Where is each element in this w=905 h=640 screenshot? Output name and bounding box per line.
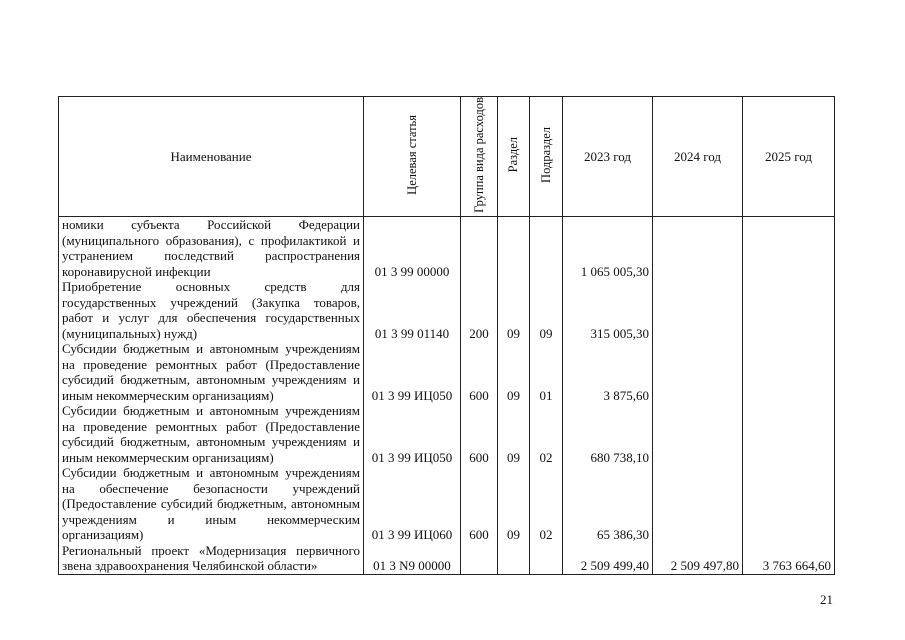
cell-subsection (530, 217, 563, 280)
cell-target: 01 3 99 ИЦ050 (364, 341, 461, 403)
cell-group (461, 543, 498, 575)
header-y2024: 2024 год (653, 97, 743, 217)
table-row (59, 403, 835, 465)
header-section: Раздел (498, 97, 530, 217)
cell-target: 01 3 99 00000 (364, 217, 461, 280)
cell-group: 600 (461, 465, 498, 543)
cell-subsection: 01 (530, 341, 563, 403)
cell-y2025 (743, 465, 835, 543)
cell-group (461, 217, 498, 280)
table-row (59, 217, 835, 280)
table-row (59, 543, 835, 575)
cell-y2025: 3 763 664,60 (743, 543, 835, 575)
cell-name: Субсидии бюджетным и автономным учреждениям на обеспечение безопасности учреждений (Предоставление субсидий бюджетным, автономным учреждениям и иным некоммерческим организациям) (59, 465, 364, 543)
header-group: Группа вида расходов (461, 97, 498, 217)
page-number: 21 (820, 592, 833, 607)
cell-y2024 (653, 279, 743, 341)
cell-y2024 (653, 341, 743, 403)
header-name: Наименование (59, 97, 364, 217)
cell-y2025 (743, 217, 835, 280)
cell-section: 09 (498, 279, 530, 341)
cell-section (498, 217, 530, 280)
header-y2025: 2025 год (743, 97, 835, 217)
cell-y2024 (653, 217, 743, 280)
cell-subsection: 09 (530, 279, 563, 341)
table-header-row (59, 97, 835, 217)
cell-subsection: 02 (530, 403, 563, 465)
cell-subsection: 02 (530, 465, 563, 543)
cell-target: 01 3 99 01140 (364, 279, 461, 341)
cell-y2023: 3 875,60 (563, 341, 653, 403)
cell-name: Приобретение основных средств для государственных учреждений (Закупка товаров, работ и услуг для обеспечения государственных (муниципальных) нужд) (59, 279, 364, 341)
cell-y2023: 65 386,30 (563, 465, 653, 543)
cell-name: Субсидии бюджетным и автономным учреждениям на проведение ремонтных работ (Предоставление субсидий бюджетным, автономным учреждениям и иным некоммерческим организациям) (59, 341, 364, 403)
cell-y2025 (743, 341, 835, 403)
header-subsection: Подраздел (530, 97, 563, 217)
table-row (59, 341, 835, 403)
table-row (59, 465, 835, 543)
cell-target: 01 3 99 ИЦ060 (364, 465, 461, 543)
header-target: Целевая статья (364, 97, 461, 217)
table-row (59, 279, 835, 341)
cell-section: 09 (498, 403, 530, 465)
cell-subsection (530, 543, 563, 575)
cell-y2025 (743, 403, 835, 465)
cell-section: 09 (498, 341, 530, 403)
cell-y2023: 1 065 005,30 (563, 217, 653, 280)
cell-y2023: 2 509 499,40 (563, 543, 653, 575)
cell-name: Субсидии бюджетным и автономным учреждениям на проведение ремонтных работ (Предоставление субсидий бюджетным, автономным учреждениям и иным некоммерческим организациям) (59, 403, 364, 465)
cell-target: 01 3 N9 00000 (364, 543, 461, 575)
cell-y2025 (743, 279, 835, 341)
cell-group: 200 (461, 279, 498, 341)
cell-y2023: 680 738,10 (563, 403, 653, 465)
cell-y2023: 315 005,30 (563, 279, 653, 341)
cell-section (498, 543, 530, 575)
cell-y2024: 2 509 497,80 (653, 543, 743, 575)
budget-table (58, 96, 835, 575)
cell-y2024 (653, 465, 743, 543)
cell-section: 09 (498, 465, 530, 543)
cell-y2024 (653, 403, 743, 465)
cell-name: номики субъекта Российской Федерации (муниципального образования), с профилактикой и устранением последствий распространения коронавирусной инфекции (59, 217, 364, 280)
cell-target: 01 3 99 ИЦ050 (364, 403, 461, 465)
cell-group: 600 (461, 341, 498, 403)
cell-name: Региональный проект «Модернизация первичного звена здравоохранения Челябинской области» (59, 543, 364, 575)
cell-group: 600 (461, 403, 498, 465)
header-y2023: 2023 год (563, 97, 653, 217)
